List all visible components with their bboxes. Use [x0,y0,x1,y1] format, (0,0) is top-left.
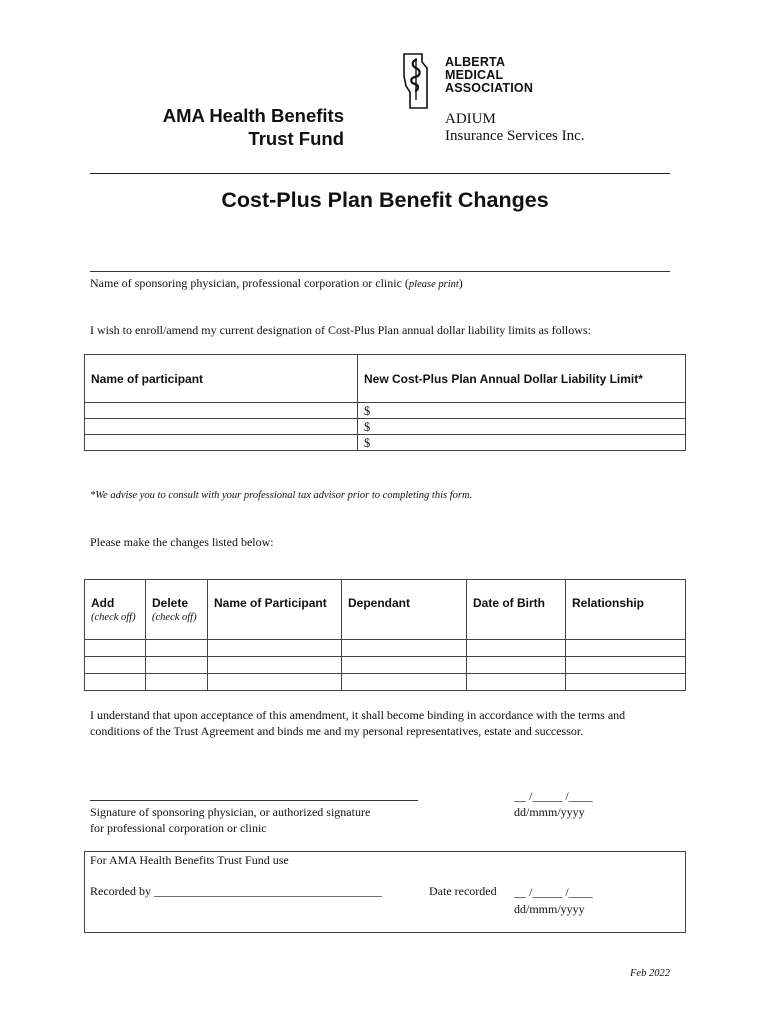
changes-table [84,579,686,691]
date-recorded-label: Date recorded [429,884,497,898]
sponsor-label-end: ) [458,276,463,290]
col-participant-header: Name of participant [85,355,358,403]
relationship-cell[interactable] [566,640,686,657]
participant-cell[interactable] [208,640,342,657]
liability-table [84,354,686,451]
office-use-title: For AMA Health Benefits Trust Fund use [90,853,289,867]
fund-title-line2: Trust Fund [248,128,344,149]
recorded-by-row [90,884,382,899]
delete-sub-label: (check off) [152,612,197,623]
signature-date-format: dd/mmm/yyyy [514,805,585,819]
signature-field[interactable] [90,800,418,801]
participant-cell[interactable] [208,674,342,691]
tax-advisor-note: *We advise you to consult with your professional tax advisor prior to completing this form. [90,490,473,501]
logo-line1: ALBERTA [445,55,506,69]
add-checkbox-cell[interactable] [85,657,146,674]
table-row [85,419,686,435]
add-checkbox-cell[interactable] [85,674,146,691]
date-recorded [514,884,593,918]
add-checkbox-cell[interactable] [85,640,146,657]
changes-text: Please make the changes listed below: [90,535,274,549]
col-limit-header: New Cost-Plus Plan Annual Dollar Liability Limit* [358,355,686,403]
participant-name-cell[interactable] [85,403,358,419]
col-relationship-header: Relationship [566,580,686,640]
col-dependant-header: Dependant [342,580,467,640]
signature-label-line2: for professional corporation or clinic [90,821,267,835]
adium-logo-text [445,111,585,145]
header-divider [90,173,670,174]
signature-date [514,788,593,820]
dob-cell[interactable] [467,674,566,691]
dependant-cell[interactable] [342,674,467,691]
recorded-by-label: Recorded by [90,884,151,898]
limit-cell[interactable]: $ [358,435,686,451]
delete-checkbox-cell[interactable] [146,640,208,657]
alberta-map-logo-icon [400,52,440,110]
date-recorded-format: dd/mmm/yyyy [514,902,585,916]
adium-line1: ADIUM [445,111,496,127]
ama-logo-text [445,56,533,95]
dob-cell[interactable] [467,657,566,674]
adium-line2: Insurance Services Inc. [445,128,585,144]
dependant-cell[interactable] [342,657,467,674]
table-row [85,657,686,674]
table-row [85,403,686,419]
signature-date-field[interactable]: __ /_____ /____ [514,789,593,803]
delete-checkbox-cell[interactable] [146,674,208,691]
signature-label [90,804,370,836]
participant-name-cell[interactable] [85,435,358,451]
participant-name-cell[interactable] [85,419,358,435]
agreement-text: I understand that upon acceptance of this amendment, it shall become binding in accordance with the terms and conditions of the Trust Agreement and binds me and my personal representatives, estate and successor. [90,708,626,738]
recorded-by-field[interactable]: ______________________________________ [153,884,382,898]
delete-label: Delete [152,596,189,610]
delete-checkbox-cell[interactable] [146,657,208,674]
enroll-text: I wish to enroll/amend my current designation of Cost-Plus Plan annual dollar liability limits as follows: [90,323,591,337]
col-dob-header: Date of Birth [467,580,566,640]
fund-title [100,104,344,150]
sponsor-label-italic: please print [408,279,459,290]
add-sub-label: (check off) [91,612,136,623]
dependant-cell[interactable] [342,640,467,657]
page-title: Cost-Plus Plan Benefit Changes [221,188,549,212]
sponsor-name-label [90,276,463,291]
sponsor-label-text: Name of sponsoring physician, professional corporation or clinic ( [90,276,409,290]
add-label: Add [91,596,115,610]
table-row [85,674,686,691]
fund-title-line1: AMA Health Benefits [162,105,344,126]
footer-date: Feb 2022 [630,968,670,979]
participant-cell[interactable] [208,657,342,674]
col-participant-header: Name of Participant [208,580,342,640]
dob-cell[interactable] [467,640,566,657]
date-recorded-field[interactable]: __ /_____ /____ [514,885,593,899]
logo-line3: ASSOCIATION [445,81,534,95]
limit-cell[interactable]: $ [358,419,686,435]
logo-line2: MEDICAL [445,68,504,82]
sponsor-name-field[interactable] [90,271,670,272]
table-row [85,435,686,451]
limit-cell[interactable]: $ [358,403,686,419]
relationship-cell[interactable] [566,657,686,674]
col-add-header [85,580,146,640]
col-delete-header [146,580,208,640]
signature-label-line1: Signature of sponsoring physician, or authorized signature [90,805,371,819]
relationship-cell[interactable] [566,674,686,691]
table-row [85,640,686,657]
